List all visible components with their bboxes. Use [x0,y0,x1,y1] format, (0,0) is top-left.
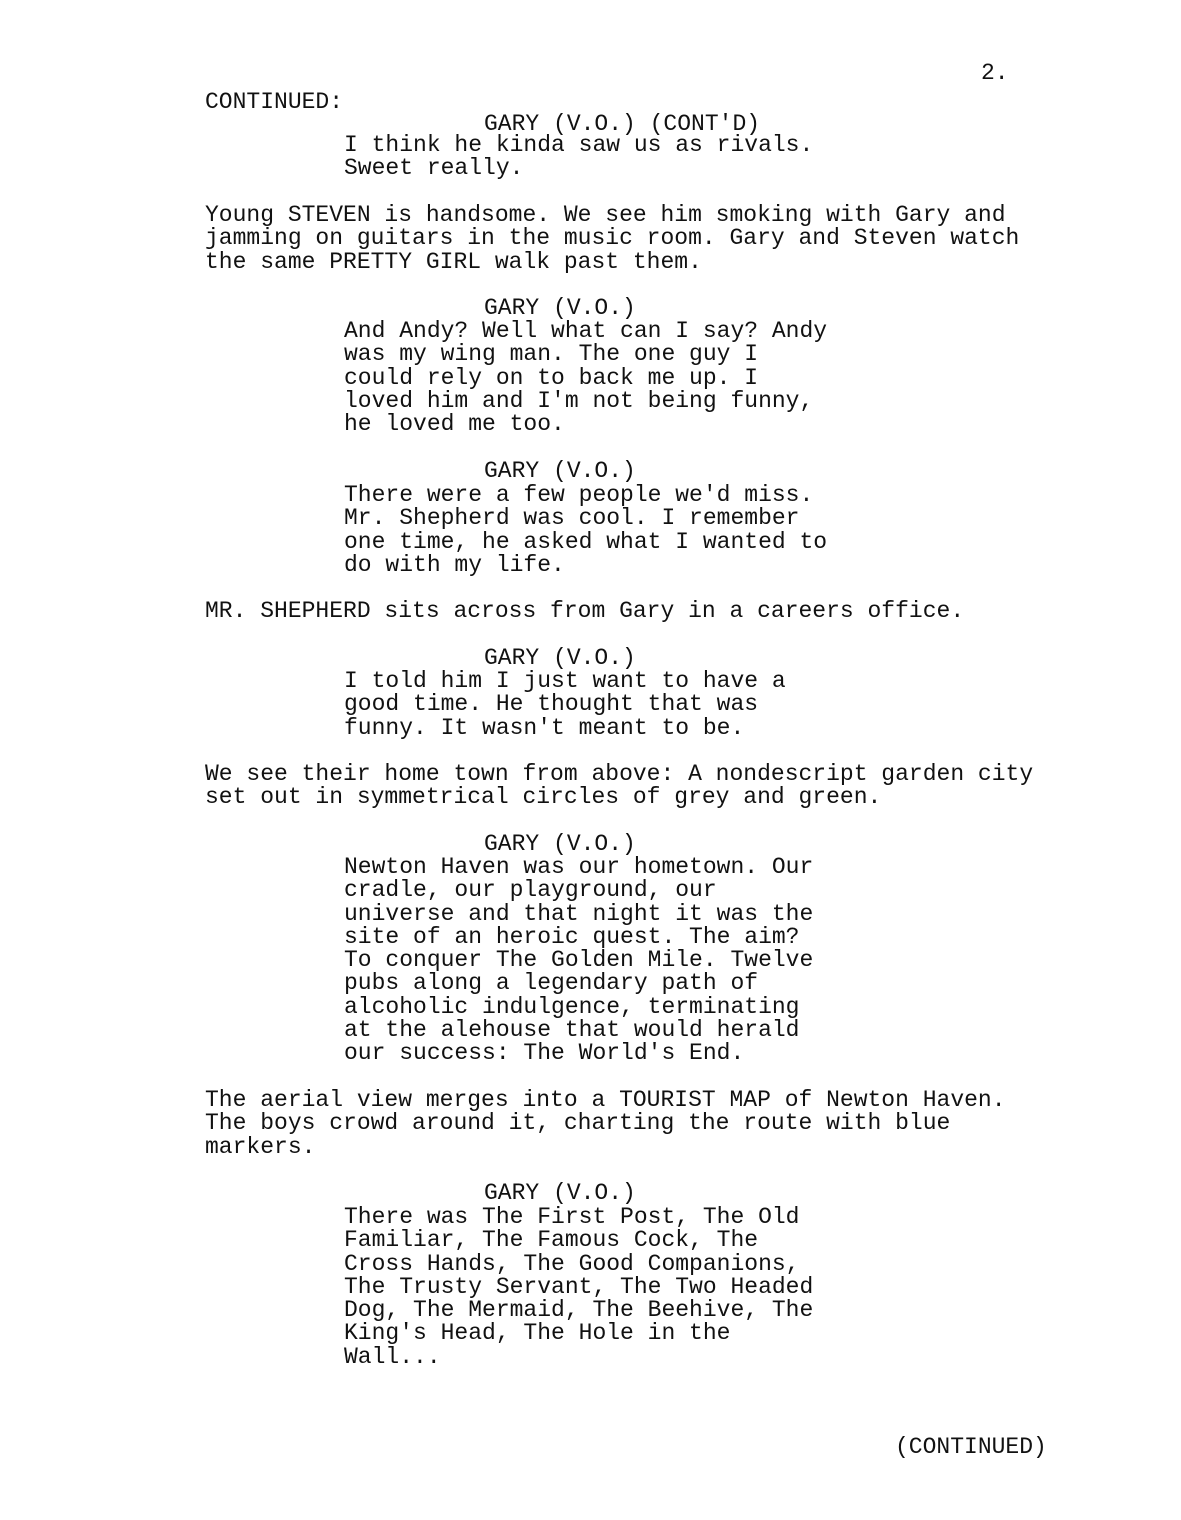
dialogue-line: Wall... [344,1343,441,1370]
dialogue-line: Dog, The Mermaid, The Beehive, The [344,1297,814,1324]
action-block [205,204,1055,274]
character-name: GARY (V.O.) [484,295,636,321]
dialogue-line: King's Head, The Hole in the [344,1320,731,1347]
dialogue-line: Newton Haven was our hometown. Our [344,854,814,880]
dialogue-line: Mr. Shepherd was cool. I remember [344,505,800,532]
action-line: jamming on guitars in the music room. Gary and Steven watch [205,225,1020,252]
dialogue-block [344,320,864,436]
action-line: We see their home town from above: A nondescript garden city [205,761,1034,787]
dialogue-line: universe and that night it was the [344,900,814,927]
character-cue [484,833,636,856]
action-line: MR. SHEPHERD sits across from Gary in a careers office. [205,598,965,624]
dialogue-line: Familiar, The Famous Cock, The [344,1227,759,1254]
character-name: GARY (V.O.) [484,831,636,857]
dialogue-line: at the alehouse that would herald [344,1017,800,1044]
dialogue-block [344,1206,864,1369]
action-block [205,1089,1055,1159]
character-cue [484,647,636,670]
dialogue-line: The Trusty Servant, The Two Headed [344,1273,814,1300]
continued-header: CONTINUED: [205,89,344,115]
action-line: set out in symmetrical circles of grey and green. [205,784,882,811]
dialogue-line: good time. He thought that was [344,691,759,718]
dialogue-line: There was The First Post, The Old [344,1204,800,1230]
dialogue-block [344,134,864,181]
dialogue-line: Cross Hands, The Good Companions, [344,1250,800,1277]
character-cue [484,460,636,483]
dialogue-line: And Andy? Well what can I say? Andy [344,318,828,344]
character-cue [484,1182,636,1205]
character-name: GARY (V.O.) [484,645,636,671]
action-line: Young STEVEN is handsome. We see him smoking with Gary and [205,202,1006,228]
dialogue-line: Sweet really. [344,155,524,182]
character-cue [484,297,636,320]
dialogue-line: could rely on to back me up. I [344,364,759,391]
dialogue-line: one time, he asked what I wanted to [344,528,828,555]
page-number: 2. [981,60,1009,86]
continued-footer: (CONTINUED) [895,1434,1047,1460]
dialogue-line: was my wing man. The one guy I [344,341,759,368]
action-block [205,763,1055,810]
action-line: markers. [205,1133,316,1160]
character-name: GARY (V.O.) (CONT'D) [484,111,761,137]
dialogue-line: loved him and I'm not being funny, [344,387,814,414]
action-line: The aerial view merges into a TOURIST MAP of Newton Haven. [205,1087,1006,1113]
dialogue-block [344,484,864,577]
action-block [205,600,1055,623]
dialogue-line: cradle, our playground, our [344,877,717,904]
dialogue-line: pubs along a legendary path of [344,970,759,997]
dialogue-line: I think he kinda saw us as rivals. [344,132,814,158]
dialogue-block [344,670,864,740]
dialogue-line: There were a few people we'd miss. [344,482,814,508]
character-name: GARY (V.O.) [484,1180,636,1206]
dialogue-line: do with my life. [344,551,565,578]
dialogue-line: site of an heroic quest. The aim? [344,923,800,950]
character-name: GARY (V.O.) [484,458,636,484]
action-line: The boys crowd around it, charting the route with blue [205,1110,951,1137]
dialogue-line: funny. It wasn't meant to be. [344,714,745,741]
dialogue-line: I told him I just want to have a [344,668,786,694]
dialogue-line: To conquer The Golden Mile. Twelve [344,947,814,974]
dialogue-block [344,856,864,1066]
dialogue-line: our success: The World's End. [344,1040,745,1067]
dialogue-line: alcoholic indulgence, terminating [344,993,800,1020]
dialogue-line: he loved me too. [344,411,565,438]
action-line: the same PRETTY GIRL walk past them. [205,248,702,275]
